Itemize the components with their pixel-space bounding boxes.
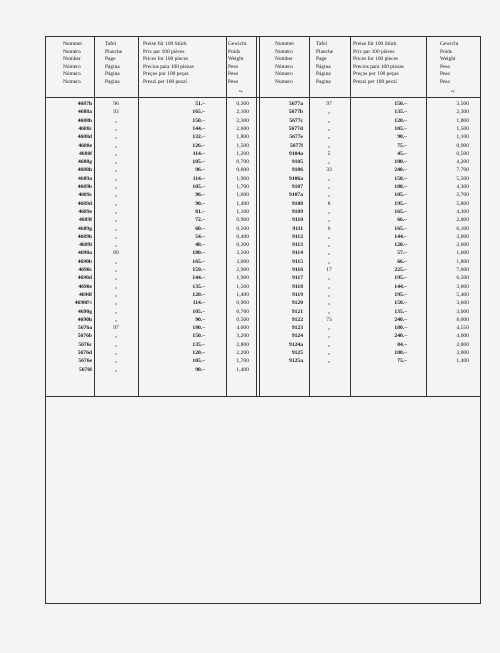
price-value: 195.–: [394, 200, 407, 207]
page-number: „: [327, 117, 331, 124]
item-number: 5676b: [77, 333, 92, 340]
price-value: 165.–: [192, 258, 205, 265]
price-value: 114.–: [192, 300, 205, 307]
item-number: 5676c: [78, 341, 92, 348]
weight-value: 1,600: [456, 250, 469, 257]
weight-value: 2,100: [236, 109, 249, 116]
item-number: 5677f: [289, 142, 303, 149]
price-table-sheet: [45, 36, 481, 604]
page-number: 73: [326, 316, 332, 323]
weight-value: 2,000: [456, 217, 469, 224]
item-number: 4690e: [78, 283, 92, 290]
weight-value: 4,200: [456, 159, 469, 166]
center-divider: [256, 37, 257, 396]
page-number: „: [114, 341, 118, 348]
price-value: 180.–: [192, 250, 205, 257]
weight-value: 0,300: [236, 242, 249, 249]
page-number: „: [327, 283, 331, 290]
price-value: 159.–: [192, 267, 205, 273]
page-number: 6: [327, 225, 331, 232]
header-tafel: Tafel Planche Page Página Página Pagina: [316, 41, 334, 85]
weight-value: 1,400: [236, 366, 249, 373]
page-number: „: [114, 192, 118, 199]
page-number: „: [114, 208, 118, 215]
price-value: 51.–: [195, 101, 205, 107]
page-number: „: [114, 142, 118, 149]
price-value: 150.–: [192, 117, 205, 124]
item-number: 9110: [292, 217, 303, 224]
page-number: 8: [327, 200, 331, 207]
page-number: „: [114, 333, 118, 340]
item-number: 4689f: [78, 217, 92, 224]
weight-value: 4,550: [456, 325, 469, 332]
item-number: 9118: [292, 283, 303, 290]
price-value: 150.–: [394, 175, 407, 182]
page-number: „: [114, 150, 118, 157]
weight-value: 2,000: [456, 341, 469, 348]
weight-value: 3,500: [236, 250, 249, 257]
item-number: 5677d: [288, 125, 303, 132]
item-number: 4690f: [78, 291, 92, 298]
column-divider: [309, 37, 310, 396]
item-number: 9106: [291, 167, 303, 174]
weight-value: 0,700: [236, 159, 249, 166]
page-number: „: [114, 275, 118, 282]
price-value: 54.–: [195, 233, 205, 240]
page-number: „: [114, 366, 118, 373]
page-number: „: [327, 125, 331, 132]
weight-value: 5,500: [456, 175, 469, 182]
column-divider: [226, 37, 227, 396]
price-value: 60.–: [195, 225, 205, 232]
item-number: 5676f: [78, 366, 92, 373]
item-number: 9117: [292, 275, 303, 282]
item-number: 4689c: [78, 192, 92, 199]
weight-value: 1,200: [236, 150, 249, 157]
price-value: 180.–: [394, 350, 407, 356]
weight-value: 0,500: [236, 316, 249, 323]
page-number: 97: [113, 325, 119, 332]
price-value: 150.–: [394, 300, 407, 307]
item-number: 4688h: [77, 167, 92, 174]
weight-value: 0,900: [236, 300, 249, 307]
price-value: 180.–: [192, 325, 205, 332]
weight-value: 1,500: [236, 283, 249, 290]
item-number: 4690a: [78, 250, 92, 257]
item-number: 5677c: [289, 117, 303, 124]
item-number: 9107: [291, 184, 303, 190]
page-number: 97: [326, 101, 332, 107]
weight-value: 0,400: [236, 233, 249, 240]
page-number: „: [114, 308, 118, 315]
header-gewicht: Gewicht Poids Weight Peso Peso Peso: [440, 41, 459, 85]
item-number: 5676d: [77, 350, 92, 356]
price-value: 180.–: [394, 184, 407, 190]
weight-value: 2,600: [456, 242, 469, 249]
header-nummer: Nummer Numéro Number Número Número Numero: [275, 41, 295, 85]
weight-value: 0,700: [236, 308, 249, 315]
price-value: 105.–: [192, 184, 205, 190]
page-number: „: [327, 258, 331, 265]
page-number: „: [327, 358, 331, 365]
price-value: 66.–: [397, 258, 407, 265]
weight-value: 2,900: [236, 267, 249, 273]
price-value: 135.–: [192, 283, 205, 290]
item-number: 4688d: [77, 134, 92, 141]
price-value: 105.–: [394, 192, 407, 199]
weight-value: 3,000: [236, 258, 249, 265]
item-number: 9124: [291, 333, 303, 340]
page-number: „: [114, 233, 118, 240]
item-number: 4688a: [78, 109, 92, 116]
page-number: „: [114, 300, 118, 307]
item-number: 5677b: [288, 109, 303, 116]
price-value: 240.–: [394, 167, 407, 174]
header-preise: Preise für 100 Stück Prix par 100 pièces Prices for 100 pieces Precios para 100 piezas Preços por 100 peças Prezzi per 100 pezzi: [353, 41, 404, 85]
header-gewicht: Gewicht Poids Weight Peso Peso Peso: [228, 41, 247, 85]
header-tafel: Tafel Planche Page Página Página Pagina: [105, 41, 123, 85]
weight-value: 6,500: [456, 275, 469, 282]
page-number: „: [114, 242, 118, 249]
price-value: 120.–: [394, 117, 407, 124]
page-number: „: [114, 283, 118, 290]
header-rule: [46, 97, 480, 98]
price-value: 114.–: [192, 150, 205, 157]
weight-value: 2,600: [236, 125, 249, 132]
weight-value: 3,600: [456, 300, 469, 307]
item-number: 4688g: [78, 159, 92, 166]
weight-value: 4,300: [456, 208, 469, 215]
price-value: 66.–: [397, 217, 407, 224]
page-number: „: [327, 217, 331, 224]
price-value: 180.–: [394, 159, 407, 166]
item-number: 4690d: [77, 275, 92, 282]
page-number: „: [327, 208, 331, 215]
weight-value: 2,200: [236, 350, 249, 356]
weight-value: 3,000: [456, 283, 469, 290]
item-number: 9108: [291, 200, 303, 207]
price-value: 120.–: [192, 350, 205, 356]
price-value: 90.–: [397, 134, 407, 141]
weight-value: 8,000: [456, 316, 469, 323]
item-number: 9104a: [289, 150, 303, 157]
item-number: 9122: [291, 316, 303, 323]
weight-value: 1,700: [236, 184, 249, 190]
price-value: 84.–: [397, 341, 407, 348]
item-number: 5677e: [289, 134, 303, 141]
column-divider: [426, 37, 427, 396]
page-number: „: [114, 267, 118, 273]
page-number: „: [114, 316, 118, 323]
weight-value: 0,300: [236, 101, 249, 107]
item-number: 9112: [292, 233, 303, 240]
item-number: 4689d: [77, 200, 92, 207]
page-number: „: [327, 109, 331, 116]
item-number: 4689b: [77, 184, 92, 190]
item-number: 4690f½: [74, 300, 92, 307]
price-value: 90.–: [195, 366, 205, 373]
price-value: 135.–: [192, 341, 205, 348]
price-value: 195.–: [394, 275, 407, 282]
weight-value: 1,500: [236, 142, 249, 149]
price-value: 48.–: [195, 242, 205, 249]
price-value: 150.–: [192, 333, 205, 340]
item-number: 9125: [291, 350, 303, 356]
item-number: 9109: [291, 208, 303, 215]
weight-value: 1,800: [236, 134, 249, 141]
weight-value: 7,600: [456, 267, 469, 273]
page-number: „: [327, 350, 331, 356]
page-number: „: [327, 275, 331, 282]
item-number: 9125a: [289, 358, 303, 365]
page-number: „: [114, 167, 118, 174]
page-number: „: [327, 192, 331, 199]
page-number: „: [327, 184, 331, 190]
price-value: 120.–: [192, 291, 205, 298]
weight-value: 5,400: [456, 291, 469, 298]
page-number: „: [327, 134, 331, 141]
item-number: 4689a: [78, 175, 92, 182]
page-number: „: [327, 233, 331, 240]
item-number: 9124a: [289, 341, 303, 348]
price-value: 57.–: [397, 250, 407, 257]
price-value: 144.–: [192, 125, 205, 132]
page-number: „: [114, 350, 118, 356]
item-number: 4688c: [78, 125, 92, 132]
price-value: 81.–: [195, 208, 205, 215]
item-number: 4688f: [78, 150, 92, 157]
weight-value: 2,300: [236, 117, 249, 124]
price-value: 135.–: [394, 308, 407, 315]
page-number: „: [327, 142, 331, 149]
weight-value: 3,000: [456, 233, 469, 240]
page-number: „: [327, 308, 331, 315]
weight-value: 1,400: [456, 358, 469, 365]
weight-value: 1,700: [236, 358, 249, 365]
page-number: „: [114, 134, 118, 141]
price-value: 165.–: [394, 225, 407, 232]
page-number: „: [327, 333, 331, 340]
item-number: 9123: [291, 325, 303, 332]
item-number: 9111: [292, 225, 303, 232]
page-number: 5: [327, 150, 331, 157]
weight-value: 6,100: [456, 225, 469, 232]
price-value: 105.–: [394, 125, 407, 132]
weight-value: 0,500: [456, 150, 469, 157]
weight-value: 4,000: [456, 333, 469, 340]
item-number: 9105: [291, 159, 303, 166]
price-value: 96.–: [195, 192, 205, 199]
page-number: „: [327, 291, 331, 298]
weight-value: 1,800: [456, 117, 469, 124]
item-number: 4688b: [77, 117, 92, 124]
price-value: 132.–: [192, 134, 205, 141]
page-number: „: [327, 250, 331, 257]
page-number: „: [114, 217, 118, 224]
item-number: 9116: [292, 267, 303, 273]
item-number: 5676a: [78, 325, 92, 332]
price-value: 72.–: [195, 217, 205, 224]
price-value: 45.–: [397, 150, 407, 157]
weight-value: 2,300: [456, 109, 469, 116]
weight-value: 2,700: [456, 192, 469, 199]
item-number: 4689h: [77, 233, 92, 240]
weight-value: 1,400: [236, 291, 249, 298]
weight-value: 0,500: [236, 225, 249, 232]
item-number: 4690b: [77, 258, 92, 265]
weight-value: 1,900: [236, 275, 249, 282]
price-value: 144.–: [394, 283, 407, 290]
page-number: „: [327, 325, 331, 332]
header-preise: Preise für 100 Stück Prix par 100 pièces Prices for 100 pieces Precios para 100 piezas Preços por 100 peças Prezzi per 100 pezzi: [143, 41, 194, 85]
item-number: 4689e: [78, 208, 92, 215]
price-value: 165.–: [192, 109, 205, 116]
column-divider: [350, 37, 351, 396]
page-number: „: [114, 291, 118, 298]
item-number: 9115: [292, 258, 303, 265]
price-value: 144.–: [192, 275, 205, 282]
item-number: 5677a: [289, 101, 303, 107]
price-value: 150.–: [394, 101, 407, 107]
weight-value: 0,900: [236, 217, 249, 224]
price-value: 90.–: [195, 200, 205, 207]
weight-value: 3,200: [236, 333, 249, 340]
price-value: 135.–: [394, 109, 407, 116]
weight-value: 1,600: [236, 192, 249, 199]
page-number: „: [327, 159, 331, 166]
item-number: 4687h: [77, 101, 92, 107]
weight-value: 3,500: [456, 101, 469, 107]
item-number: 9120: [291, 300, 303, 307]
weight-value: 1,900: [236, 175, 249, 182]
page-number: „: [114, 159, 118, 166]
weight-value: 4,000: [236, 325, 249, 332]
price-value: 90.–: [195, 316, 205, 323]
weight-value: 0,600: [236, 167, 249, 174]
page-number: 89: [113, 250, 119, 257]
price-value: 114.–: [192, 175, 205, 182]
weight-value: 1,500: [456, 125, 469, 132]
section-rule: [46, 396, 480, 397]
weight-value: 4,300: [456, 184, 469, 190]
page-number: „: [327, 175, 331, 182]
page-number: „: [114, 125, 118, 132]
page-number: 33: [326, 167, 332, 174]
weight-value: 1,800: [456, 258, 469, 265]
item-number: 4690g: [78, 308, 92, 315]
price-value: 120.–: [394, 242, 407, 249]
page-number: „: [114, 225, 118, 232]
price-value: 225.–: [394, 267, 407, 273]
page-number: „: [114, 358, 118, 365]
page-number: „: [114, 258, 118, 265]
center-divider: [259, 37, 260, 396]
item-number: 9119: [292, 291, 303, 298]
page-number: „: [327, 300, 331, 307]
price-value: 105.–: [192, 308, 205, 315]
item-number: 9106a: [289, 175, 303, 182]
weight-value: 1,100: [456, 134, 469, 141]
page-number: „: [114, 200, 118, 207]
weight-value: 5,800: [456, 200, 469, 207]
page-number: „: [327, 341, 331, 348]
item-number: 9114: [292, 250, 303, 257]
price-value: 240.–: [394, 333, 407, 340]
header-nummer: Nummer Numéro Number Número Número Numero: [63, 41, 83, 85]
weight-value: 1,100: [236, 208, 249, 215]
page-number: „: [114, 184, 118, 190]
price-value: 105.–: [192, 159, 205, 166]
page-number: „: [114, 117, 118, 124]
price-value: 105.–: [192, 358, 205, 365]
column-divider: [94, 37, 95, 396]
weight-value: 2,800: [236, 341, 249, 348]
weight-unit-label: kg: [451, 89, 455, 93]
item-number: 5676e: [78, 358, 92, 365]
price-value: 144.–: [394, 233, 407, 240]
page-number: 93: [113, 109, 119, 116]
page-number: „: [114, 175, 118, 182]
item-number: 9121: [291, 308, 303, 315]
price-value: 180.–: [394, 325, 407, 332]
weight-value: 7,700: [456, 167, 469, 174]
item-number: 4689g: [78, 225, 92, 232]
item-number: 4690h: [77, 316, 92, 323]
item-number: 4690c: [78, 267, 92, 273]
column-divider: [138, 37, 139, 396]
page-number: 96: [113, 101, 119, 107]
weight-value: 0,900: [456, 142, 469, 149]
price-value: 195.–: [394, 291, 407, 298]
price-value: 96.–: [195, 167, 205, 174]
page-number: 17: [326, 267, 332, 273]
price-value: 75.–: [397, 358, 407, 365]
price-value: 240.–: [394, 316, 407, 323]
item-number: 4688e: [78, 142, 92, 149]
item-number: 9107a: [289, 192, 303, 199]
weight-value: 3,000: [456, 350, 469, 356]
price-value: 75.–: [397, 142, 407, 149]
price-value: 126.–: [192, 142, 205, 149]
item-number: 9113: [292, 242, 303, 249]
page-number: „: [327, 242, 331, 249]
item-number: 4689i: [79, 242, 92, 249]
weight-value: 3,000: [456, 308, 469, 315]
weight-value: 1,400: [236, 200, 249, 207]
weight-unit-label: kg: [239, 89, 243, 93]
price-value: 165.–: [394, 208, 407, 215]
